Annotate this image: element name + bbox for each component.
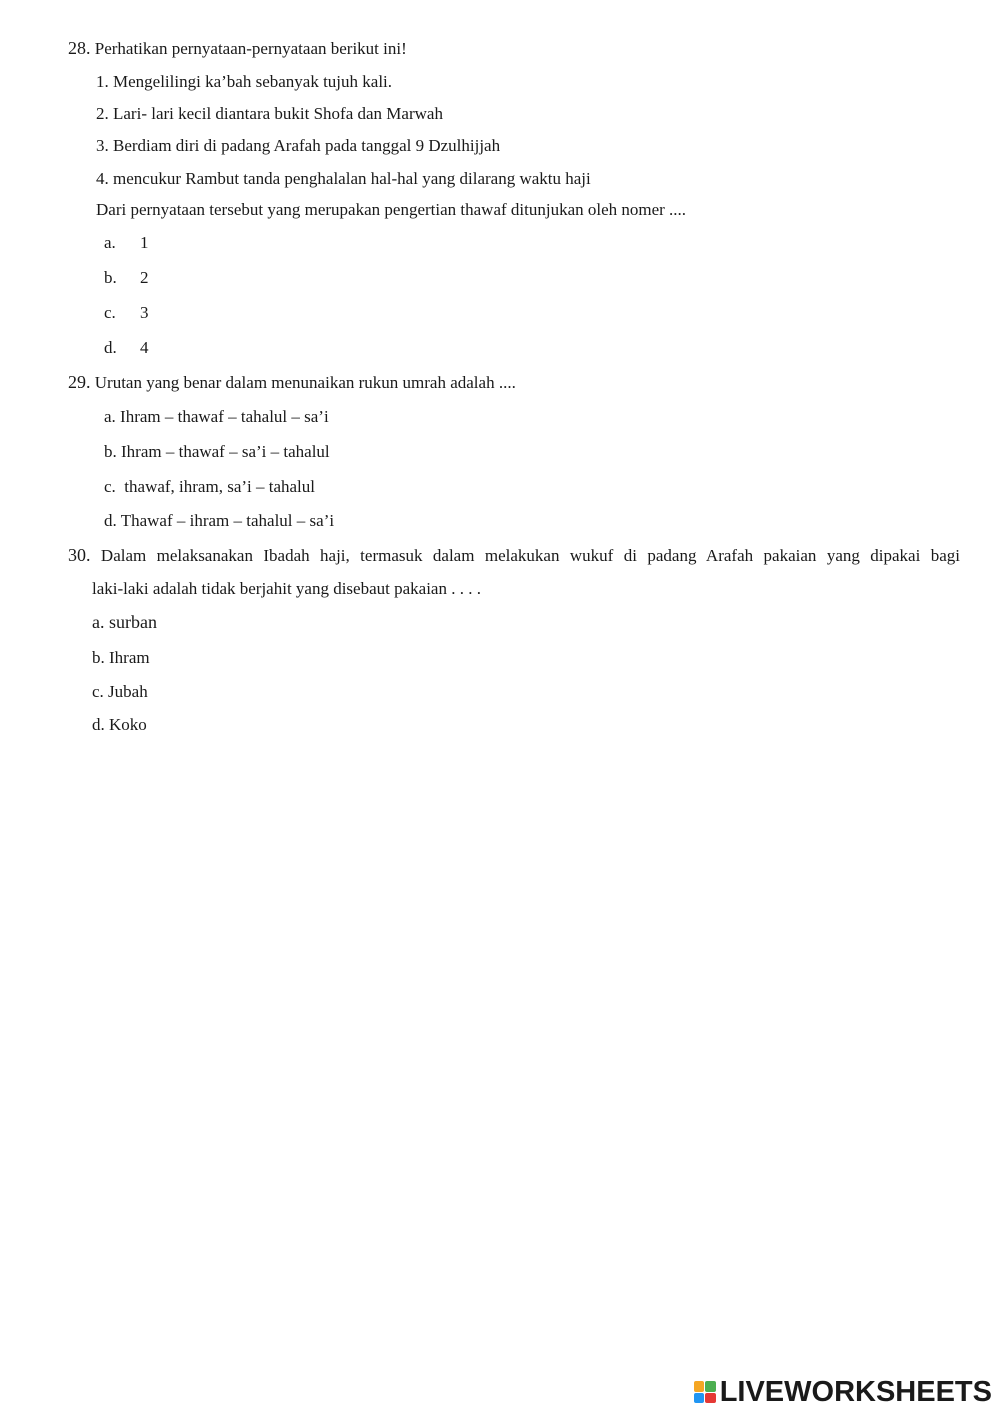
question-28 <box>68 37 407 60</box>
question-30 <box>68 544 960 567</box>
question-number: 30. <box>68 545 91 565</box>
option-letter: c. <box>92 682 104 701</box>
option-letter: d. <box>104 338 117 357</box>
question-text: Perhatikan pernyataan-pernyataan berikut ini! <box>94 39 407 58</box>
option-29-c[interactable] <box>104 476 315 498</box>
question-text: Urutan yang benar dalam menunaikan rukun umrah adalah .... <box>94 373 516 392</box>
watermark-text: LIVEWORKSHEETS <box>719 1375 992 1408</box>
option-text: 1 <box>140 233 149 252</box>
statement-1: 1. Mengelilingi ka’bah sebanyak tujuh kali. <box>96 72 393 91</box>
liveworksheets-logo-icon <box>694 1381 716 1403</box>
option-30-a[interactable] <box>92 611 157 633</box>
question-29 <box>68 371 516 394</box>
option-letter: c. <box>104 303 116 322</box>
option-text: 3 <box>140 303 149 322</box>
option-text: thawaf, ihram, sa’i – tahalul <box>124 477 316 496</box>
option-letter: d. <box>104 511 117 530</box>
option-letter: b. <box>92 648 105 667</box>
question-text-continued: laki-laki adalah tidak berjahit yang disebaut pakaian . . . . <box>92 579 481 598</box>
option-28-d[interactable] <box>104 337 149 359</box>
option-30-c[interactable] <box>92 681 148 703</box>
option-letter: b. <box>104 268 117 287</box>
liveworksheets-logo <box>694 1377 992 1407</box>
option-text: Ihram – thawaf – tahalul – sa’i <box>120 407 329 426</box>
option-text: Thawaf – ihram – tahalul – sa’i <box>120 511 335 530</box>
option-29-d[interactable] <box>104 510 334 532</box>
option-28-b[interactable] <box>104 267 149 289</box>
option-letter: b. <box>104 442 117 461</box>
option-letter: a. <box>92 612 105 632</box>
option-30-d[interactable] <box>92 714 147 736</box>
option-text: Koko <box>109 715 147 734</box>
option-28-c[interactable] <box>104 302 149 324</box>
question-number: 29. <box>68 372 91 392</box>
option-letter: a. <box>104 233 116 252</box>
option-29-b[interactable] <box>104 441 330 463</box>
question-text: Dalam melaksanakan Ibadah haji, termasuk dalam melakukan wukuf di padang Arafah pakaian yang dipakai bagi <box>100 546 960 565</box>
option-text: Ihram <box>109 648 150 667</box>
option-text: Ihram – thawaf – sa’i – tahalul <box>121 442 330 461</box>
statement-2: 2. Lari- lari kecil diantara bukit Shofa dan Marwah <box>96 104 443 123</box>
option-letter: d. <box>92 715 105 734</box>
option-letter: a. <box>104 407 116 426</box>
option-text: 2 <box>140 268 149 287</box>
option-30-b[interactable] <box>92 647 150 669</box>
option-28-a[interactable] <box>104 232 149 254</box>
question-prompt: Dari pernyataan tersebut yang merupakan pengertian thawaf ditunjukan oleh nomer .... <box>96 200 687 219</box>
question-number: 28. <box>68 38 91 58</box>
option-text: surban <box>109 612 157 632</box>
statement-4: 4. mencukur Rambut tanda penghalalan hal-hal yang dilarang waktu haji <box>96 169 591 188</box>
option-text: 4 <box>140 338 149 357</box>
option-letter: c. <box>104 477 116 496</box>
statement-3: 3. Berdiam diri di padang Arafah pada tanggal 9 Dzulhijjah <box>96 136 501 155</box>
option-text: Jubah <box>108 682 148 701</box>
option-29-a[interactable] <box>104 406 329 428</box>
